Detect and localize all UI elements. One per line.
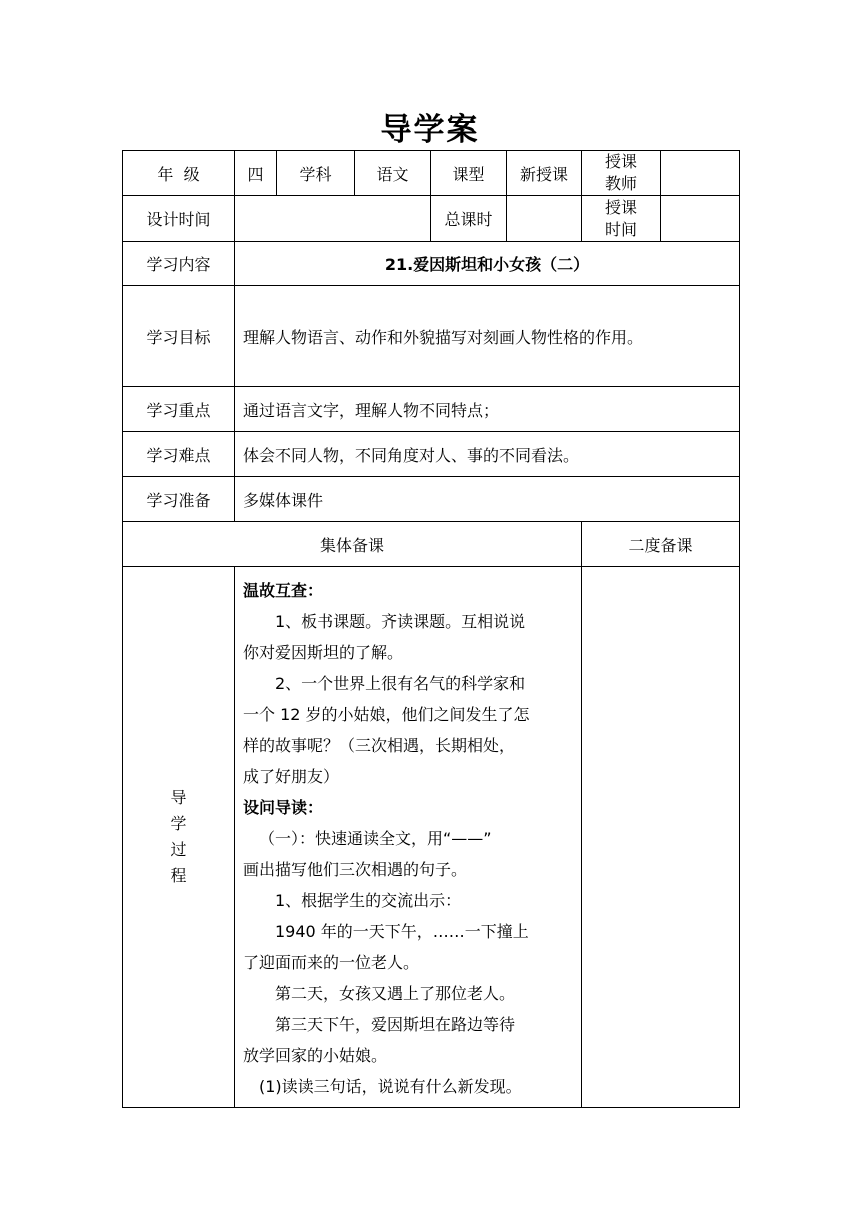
text-line: 第三天下午，爱因斯坦在路边等待 xyxy=(275,1015,516,1034)
content-label: 学习内容 xyxy=(123,242,235,286)
total-hours-value xyxy=(507,196,582,242)
teacher-label-line-1: 授课 xyxy=(604,152,637,171)
goal-label: 学习目标 xyxy=(123,286,235,387)
process-label-char: 程 xyxy=(170,866,187,885)
text-line: (1)读读三句话，说说有什么新发现。 xyxy=(259,1077,522,1096)
text-line: 第二天，女孩又遇上了那位老人。 xyxy=(275,984,516,1003)
second-header: 二度备课 xyxy=(582,522,740,567)
text-line: 了迎面而来的一位老人。 xyxy=(243,953,420,972)
section-heading: 设问导读： xyxy=(243,798,324,817)
subject-value: 语文 xyxy=(355,151,431,196)
text-line: 画出描写他们三次相遇的句子。 xyxy=(243,860,468,879)
class-time-label-line-2: 时间 xyxy=(604,219,637,239)
text-line: 1、根据学生的交流出示： xyxy=(275,891,462,910)
type-label: 课型 xyxy=(431,151,507,196)
process-content xyxy=(235,567,582,1108)
text-line: 成了好朋友） xyxy=(243,767,340,786)
prep-row xyxy=(123,477,740,522)
text-line: 2、一个世界上很有名气的科学家和 xyxy=(275,674,526,693)
design-time-label: 设计时间 xyxy=(123,196,235,242)
process-label xyxy=(123,567,235,1108)
text-line: （一）：快速通读全文，用“——” xyxy=(259,829,492,848)
text-line: 1、板书课题。齐读课题。互相说说 xyxy=(275,612,526,631)
page-title: 导学案 xyxy=(380,112,480,148)
type-value: 新授课 xyxy=(507,151,582,196)
section-header-row xyxy=(123,522,740,567)
process-row xyxy=(123,567,740,1108)
text-line: 一个 12 岁的小姑娘，他们之间发生了怎 xyxy=(243,705,530,724)
header-row-2 xyxy=(123,196,740,242)
key-value: 通过语言文字，理解人物不同特点； xyxy=(235,387,740,432)
second-prep-content xyxy=(582,567,740,1108)
teacher-value xyxy=(661,151,740,196)
subject-label: 学科 xyxy=(277,151,355,196)
grade-value: 四 xyxy=(235,151,277,196)
grade-label: 年 级 xyxy=(123,151,235,196)
text-line: 样的故事呢？（三次相遇，长期相处， xyxy=(243,736,516,755)
goal-value: 理解人物语言、动作和外貌描写对刻画人物性格的作用。 xyxy=(235,286,740,387)
difficulty-row xyxy=(123,432,740,477)
class-time-label xyxy=(582,196,661,242)
text-line: 你对爱因斯坦的了解。 xyxy=(243,643,404,662)
class-time-label-line-1: 授课 xyxy=(604,197,637,217)
teacher-label xyxy=(582,151,661,196)
content-value: 21.爱因斯坦和小女孩（二） xyxy=(235,242,740,286)
key-label: 学习重点 xyxy=(123,387,235,432)
difficulty-value: 体会不同人物，不同角度对人、事的不同看法。 xyxy=(235,432,740,477)
text-line: 放学回家的小姑娘。 xyxy=(243,1046,388,1065)
text-line: 1940 年的一天下午，……一下撞上 xyxy=(275,922,529,941)
goal-row xyxy=(123,286,740,387)
section-heading: 温故互查： xyxy=(243,581,324,600)
header-row-1 xyxy=(123,151,740,196)
key-row xyxy=(123,387,740,432)
collective-header: 集体备课 xyxy=(123,522,582,567)
total-hours-label: 总课时 xyxy=(431,196,507,242)
difficulty-label: 学习难点 xyxy=(123,432,235,477)
lesson-plan-table xyxy=(122,150,740,1108)
process-label-char: 学 xyxy=(170,814,187,833)
class-time-value xyxy=(661,196,740,242)
process-label-char: 导 xyxy=(170,788,187,807)
content-row xyxy=(123,242,740,286)
design-time-value xyxy=(235,196,431,242)
teacher-label-line-2: 教师 xyxy=(604,174,637,193)
prep-label: 学习准备 xyxy=(123,477,235,522)
prep-value: 多媒体课件 xyxy=(235,477,740,522)
process-label-char: 过 xyxy=(170,840,187,859)
